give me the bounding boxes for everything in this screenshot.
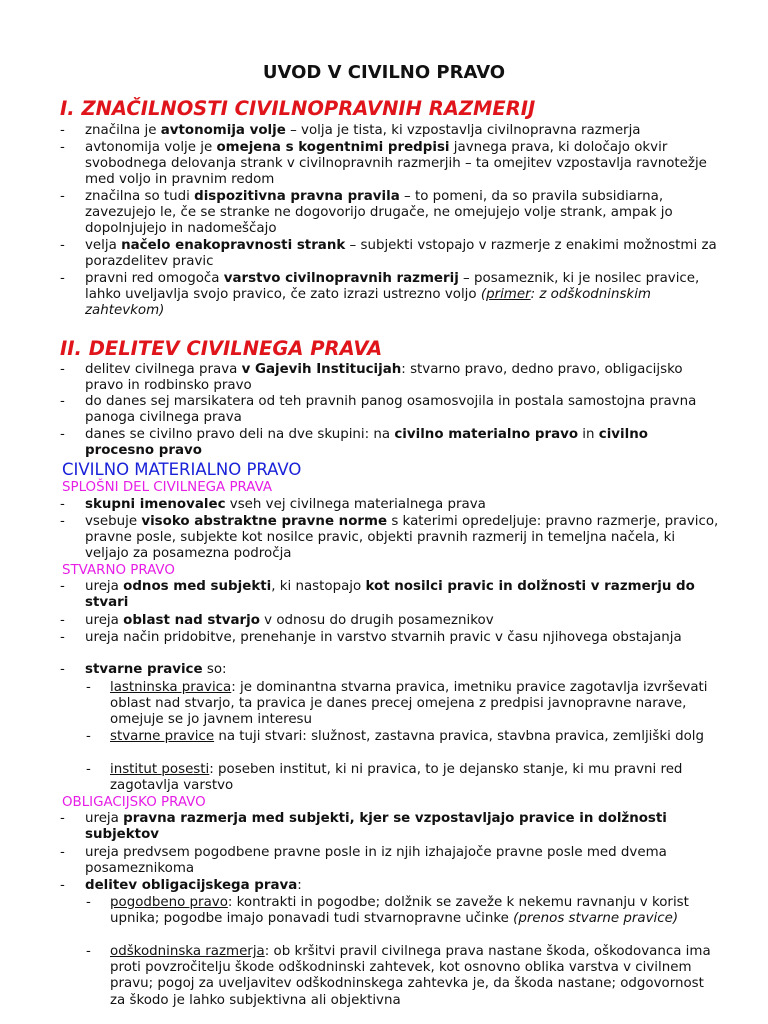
list-item: - ureja predvsem pogodbene pravne posle in iz njih izhajajoče pravne posle med dvema posameznikoma — [60, 845, 667, 877]
list-item: - značilna so tudi dispozitivna pravna pravila – to pomeni, da so pravila subsidiarna, zavezujejo le, če se stranke ne dogovorijo drugače, ne omejujejo volje strank, ampak jo dopolnjujejo in nadomeščajo — [60, 189, 673, 237]
list-item: - značilna je avtonomija volje – volja je tista, ki vzpostavlja civilnopravna razmerja — [60, 123, 641, 138]
bullet-dash: - — [60, 630, 65, 645]
bullet-dash: - — [86, 895, 91, 910]
list-item: - delitev civilnega prava v Gajevih Institucijah: stvarno pravo, dedno pravo, obligacijsko pravo in rodbinsko pravo — [60, 362, 683, 394]
sub-list-item: - lastninska pravica: je dominantna stvarna pravica, imetniku pravice zagotavlja izvrševati oblast nad stvarjo, ta pravica je danes precej omejena z predpisi javnopravne narave, omejuje se jo javnem interesu — [86, 680, 708, 728]
list-item: - delitev obligacijskega prava: — [60, 878, 302, 893]
page-title: UVOD V CIVILNO PRAVO — [262, 62, 506, 83]
bullet-dash: - — [60, 613, 65, 628]
bullet-dash: - — [60, 845, 65, 860]
list-item: - avtonomija volje je omejena s kogentnimi predpisi javnega prava, ki določajo okvir svobodnega delovanja strank v civilnopravnih razmerjih – ta omejitev vzpostavlja ravnotežje med voljo in pravnim redom — [60, 140, 707, 188]
cmp-heading: CIVILNO MATERIALNO PRAVO — [62, 460, 302, 479]
list-item: - ureja odnos med subjekti, ki nastopajo kot nosilci pravic in dolžnosti v razmerju do stvari — [60, 579, 695, 611]
bullet-dash: - — [60, 271, 65, 286]
bullet-dash: - — [60, 362, 65, 377]
list-item: - ureja oblast nad stvarjo v odnosu do drugih posameznikov — [60, 613, 494, 628]
list-item: - velja načelo enakopravnosti strank – subjekti vstopajo v razmerje z enakimi možnostmi za porazdelitev pravic — [60, 238, 717, 270]
bullet-dash: - — [60, 579, 65, 594]
section1-heading: I. ZNAČILNOSTI CIVILNOPRAVNIH RAZMERIJ — [60, 97, 536, 120]
list-item: - ureja način pridobitve, prenehanje in varstvo stvarnih pravic v času njihovega obstajanja — [60, 630, 682, 645]
bullet-dash: - — [60, 238, 65, 253]
list-item: - ureja pravna razmerja med subjekti, kjer se vzpostavljajo pravice in dolžnosti subjektov — [60, 811, 667, 843]
bullet-dash: - — [60, 878, 65, 893]
bullet-dash: - — [86, 762, 91, 777]
list-item: - skupni imenovalec vseh vej civilnega materialnega prava — [60, 497, 486, 512]
list-item: - pravni red omogoča varstvo civilnopravnih razmerij – posameznik, ki je nosilec pravice, lahko uveljavlja svojo pravico, če zato izrazi ustrezno voljo (primer: z odškodninskim zahtevkom) — [60, 271, 700, 319]
list-item: - stvarne pravice so: — [60, 662, 227, 677]
bullet-dash: - — [86, 729, 91, 744]
obligacijsko-heading: OBLIGACIJSKO PRAVO — [62, 795, 206, 810]
bullet-dash: - — [60, 427, 65, 442]
sub-list-item: - odškodninska razmerja: ob kršitvi pravil civilnega prava nastane škoda, oškodovanca ima proti povzročitelju škode odškodninski zahtevek, kot osnovno oblika varstva v civilnem pravu; pogoj za uveljavitev odškodninskega zahtevka je, da škoda nastane; odgovornost za škodo je lahko subjektivna ali objektivna — [86, 944, 711, 1008]
bullet-dash: - — [60, 514, 65, 529]
list-item: - vsebuje visoko abstraktne pravne norme s katerimi opredeljuje: pravno razmerje, pravico, pravne posle, subjekte kot nosilce pravic, objekti pravnih razmerij in temeljna načela, ki veljajo za posamezna področja — [60, 514, 719, 562]
bullet-dash: - — [60, 140, 65, 155]
bullet-dash: - — [60, 189, 65, 204]
bullet-dash: - — [60, 123, 65, 138]
list-item: - do danes sej marsikatera od teh pravnih panog osamosvojila in postala samostojna pravna panoga civilnega prava — [60, 394, 697, 426]
bullet-dash: - — [60, 662, 65, 677]
list-item: - danes se civilno pravo deli na dve skupini: na civilno materialno pravo in civilno procesno pravo — [60, 427, 648, 459]
stvarno-heading: STVARNO PRAVO — [62, 563, 175, 578]
sub-list-item: - institut posesti: poseben institut, ki ni pravica, to je dejansko stanje, ki mu pravni red zagotavlja varstvo — [86, 762, 683, 794]
sub-list-item: - stvarne pravice na tuji stvari: služnost, zastavna pravica, stavbna pravica, zemljiški dolg — [86, 729, 705, 744]
splosni-heading: SPLOŠNI DEL CIVILNEGA PRAVA — [62, 480, 273, 495]
bullet-dash: - — [60, 394, 65, 409]
bullet-dash: - — [60, 497, 65, 512]
bullet-dash: - — [86, 944, 91, 959]
section2-heading: II. DELITEV CIVILNEGA PRAVA — [60, 337, 383, 360]
sub-list-item: - pogodbeno pravo: kontrakti in pogodbe; dolžnik se zaveže k nekemu ravnanju v korist upnika; pogodbe imajo ponavadi tudi stvarnopravne učinke (prenos stvarne pravice) — [86, 895, 689, 927]
bullet-dash: - — [86, 680, 91, 695]
bullet-dash: - — [60, 811, 65, 826]
